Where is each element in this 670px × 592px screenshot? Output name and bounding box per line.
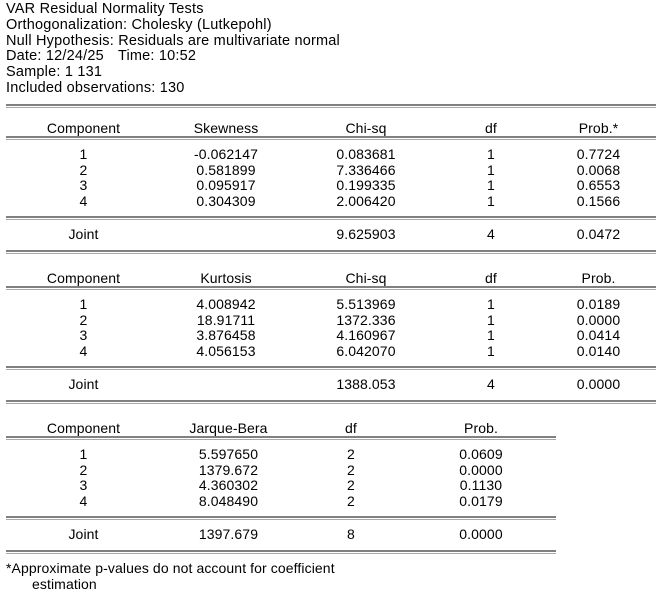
- cell-component: 4: [79, 192, 88, 209]
- cell-component: 3: [79, 477, 88, 494]
- jarque-bera-body-spacer: [6, 440, 670, 447]
- cell-component: 1: [79, 296, 88, 313]
- skewness-col-skewness: Skewness: [193, 119, 259, 136]
- table-row: [6, 313, 656, 329]
- orthogonalization-line: Orthogonalization: Cholesky (Lutkepohl): [6, 16, 272, 33]
- skewness-joint-row-table: [6, 227, 656, 243]
- jb-col-jarque-bera: Jarque-Bera: [189, 419, 268, 436]
- jb-col-df: df: [345, 419, 357, 436]
- jarque-bera-bottom-gap: [6, 543, 670, 550]
- skewness-col-prob: Prob.*: [578, 119, 619, 136]
- table-row: [6, 463, 556, 479]
- cell-skewness: 0.304309: [196, 192, 256, 209]
- skewness-joint-spacer: [6, 209, 670, 216]
- joint-chisq: 1388.053: [336, 376, 396, 393]
- cell-chisq: 7.336466: [336, 161, 396, 178]
- joint-label: Joint: [68, 376, 99, 393]
- table-row: [6, 344, 656, 360]
- cell-prob: 0.0068: [576, 161, 621, 178]
- cell-chisq: 4.160967: [336, 327, 396, 344]
- cell-prob: 0.6553: [576, 177, 621, 194]
- joint-label: Joint: [68, 226, 99, 243]
- table-row: [6, 297, 656, 313]
- skewness-col-chisq: Chi-sq: [345, 119, 387, 136]
- cell-prob: 0.0609: [459, 446, 503, 463]
- cell-jarque-bera: 4.360302: [198, 477, 259, 494]
- joint-chisq: 9.625903: [336, 226, 396, 243]
- cell-df: 1: [487, 342, 495, 359]
- kurtosis-table: [6, 271, 656, 287]
- cell-df: 2: [347, 477, 355, 494]
- cell-kurtosis: 3.876458: [196, 327, 256, 344]
- cell-kurtosis: 4.056153: [196, 342, 256, 359]
- cell-component: 3: [79, 177, 88, 194]
- cell-skewness: 0.095917: [196, 177, 256, 194]
- joint-label: Joint: [68, 526, 99, 543]
- cell-chisq: 5.513969: [336, 296, 396, 313]
- cell-df: 1: [487, 146, 495, 163]
- sample-line: Sample: 1 131: [6, 64, 103, 81]
- jarque-bera-table-body: [6, 447, 556, 509]
- joint-prob: 0.0472: [576, 226, 621, 243]
- skewness-table: [6, 121, 656, 137]
- table-row: [6, 447, 556, 463]
- date-time-line: [6, 49, 670, 65]
- table-row: [6, 328, 656, 344]
- time-label: Time: 10:52: [117, 48, 197, 65]
- cell-chisq: 0.199335: [336, 177, 396, 194]
- kurtosis-table-head: [6, 271, 656, 287]
- cell-df: 2: [347, 492, 355, 509]
- cell-jarque-bera: 5.597650: [198, 446, 259, 463]
- cell-df: 1: [487, 192, 495, 209]
- cell-prob: 0.0000: [576, 311, 621, 328]
- joint-jarque-bera: 1397.679: [198, 526, 259, 543]
- cell-prob: 0.0189: [576, 296, 621, 313]
- kurtosis-col-df: df: [485, 269, 497, 286]
- cell-df: 1: [487, 161, 495, 178]
- joint-df: 8: [347, 526, 355, 543]
- jarque-bera-joint-spacer: [6, 509, 670, 516]
- kurtosis-col-kurtosis: Kurtosis: [200, 269, 252, 286]
- joint-row: [6, 377, 656, 393]
- joint-kurtosis: [161, 377, 291, 393]
- header-spacer: [6, 97, 670, 104]
- date-label: Date: 12/24/25: [6, 48, 104, 65]
- cell-skewness: -0.062147: [194, 146, 258, 163]
- cell-chisq: 6.042070: [336, 342, 396, 359]
- jarque-bera-table-head: [6, 421, 556, 437]
- kurtosis-col-component: Component: [46, 269, 121, 286]
- jarque-bera-bottom-rule: [6, 550, 556, 554]
- table-row: [6, 163, 656, 179]
- cell-df: 1: [487, 177, 495, 194]
- footnote-line-2: estimation: [32, 575, 97, 592]
- jarque-bera-joint-gap: [6, 520, 670, 527]
- cell-jarque-bera: 8.048490: [198, 492, 259, 509]
- cell-component: 3: [79, 327, 88, 344]
- skewness-col-component: Component: [46, 119, 121, 136]
- table-row: [6, 147, 656, 163]
- skewness-bottom-gap: [6, 243, 670, 250]
- cell-prob: 0.0000: [459, 461, 503, 478]
- table-row: [6, 478, 556, 494]
- cell-df: 1: [487, 311, 495, 328]
- cell-component: 2: [79, 461, 88, 478]
- joint-prob: 0.0000: [576, 376, 621, 393]
- footnote-line-1: *Approximate p-values do not account for coefficient: [6, 559, 335, 576]
- cell-prob: 0.0140: [576, 342, 621, 359]
- cell-skewness: 0.581899: [196, 161, 256, 178]
- kurtosis-header-row: [6, 271, 656, 287]
- skewness-header-row: [6, 121, 656, 137]
- kurtosis-joint-spacer: [6, 359, 670, 366]
- skewness-top-spacer: [6, 108, 670, 121]
- cell-prob: 0.1566: [576, 192, 621, 209]
- skewness-table-head: [6, 121, 656, 137]
- cell-component: 2: [79, 311, 88, 328]
- kurtosis-table-body: [6, 297, 656, 359]
- joint-df: 4: [487, 226, 495, 243]
- null-hypothesis-line: Null Hypothesis: Residuals are multivariate normal: [6, 32, 340, 49]
- jarque-bera-joint-row-table: [6, 527, 556, 543]
- jarque-bera-top-spacer: [6, 404, 670, 421]
- cell-chisq: 1372.336: [336, 311, 396, 328]
- joint-prob: 0.0000: [459, 526, 503, 543]
- cell-jarque-bera: 1379.672: [198, 461, 259, 478]
- joint-skewness: [161, 227, 291, 243]
- jb-col-component: Component: [46, 419, 121, 436]
- cell-prob: 0.0179: [459, 492, 503, 509]
- table-row: [6, 178, 656, 194]
- cell-df: 2: [347, 446, 355, 463]
- kurtosis-col-chisq: Chi-sq: [345, 269, 387, 286]
- cell-kurtosis: 18.91711: [196, 311, 256, 328]
- joint-row: [6, 527, 556, 543]
- cell-component: 1: [79, 446, 88, 463]
- cell-prob: 0.7724: [576, 146, 621, 163]
- cell-component: 4: [79, 492, 88, 509]
- skewness-table-body: [6, 147, 656, 209]
- cell-df: 2: [347, 461, 355, 478]
- included-observations-line: Included observations: 130: [6, 79, 185, 96]
- cell-chisq: 2.006420: [336, 192, 396, 209]
- cell-chisq: 0.083681: [336, 146, 396, 163]
- kurtosis-joint-row-table: [6, 377, 656, 393]
- table-row: [6, 194, 656, 210]
- cell-kurtosis: 4.008942: [196, 296, 256, 313]
- cell-component: 1: [79, 146, 88, 163]
- cell-prob: 0.0414: [576, 327, 621, 344]
- footnote: [6, 560, 670, 592]
- cell-component: 4: [79, 342, 88, 359]
- table-row: [6, 494, 556, 510]
- cell-df: 1: [487, 327, 495, 344]
- cell-prob: 0.1130: [459, 477, 503, 494]
- jarque-bera-table: [6, 421, 556, 437]
- joint-row: [6, 227, 656, 243]
- page-title: VAR Residual Normality Tests: [6, 1, 204, 17]
- kurtosis-col-prob: Prob.: [581, 269, 616, 286]
- cell-df: 1: [487, 296, 495, 313]
- jb-col-prob: Prob.: [464, 419, 498, 436]
- kurtosis-top-spacer: [6, 254, 670, 271]
- joint-df: 4: [487, 376, 495, 393]
- cell-component: 2: [79, 161, 88, 178]
- jarque-bera-header-row: [6, 421, 556, 437]
- report-header: [6, 2, 670, 97]
- kurtosis-bottom-gap: [6, 393, 670, 400]
- skewness-col-df: df: [485, 119, 497, 136]
